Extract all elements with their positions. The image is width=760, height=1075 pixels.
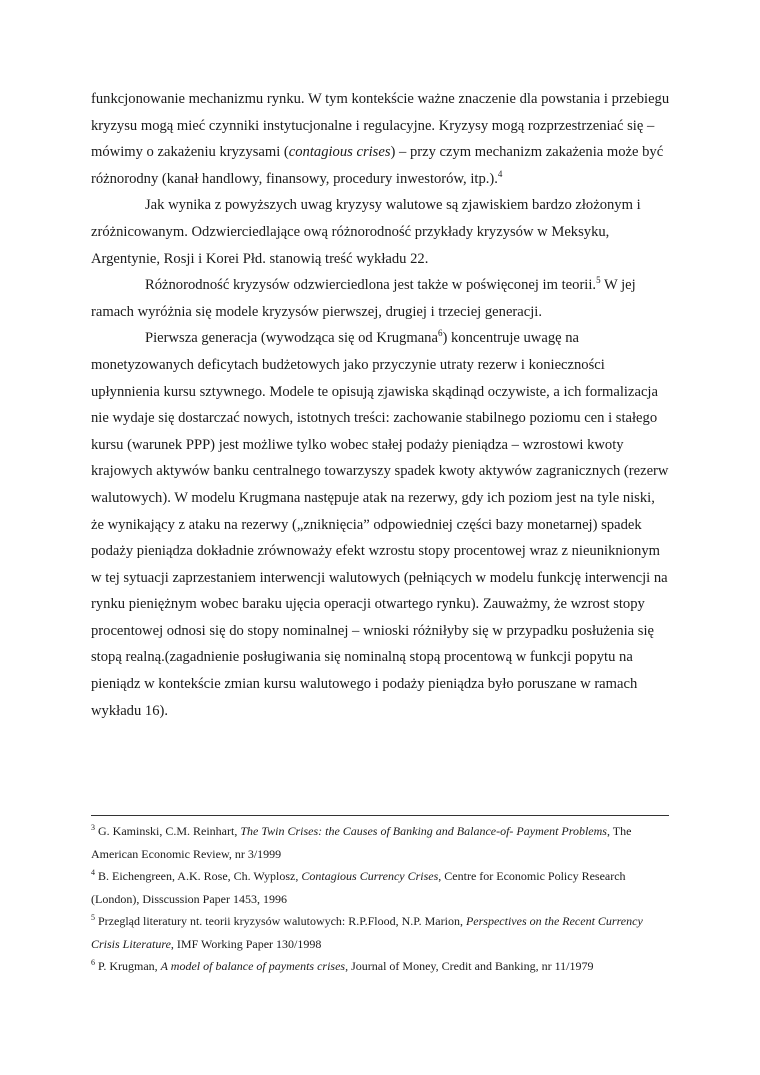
paragraph-text: Pierwsza generacja (wywodząca się od Krugmana [145, 330, 438, 347]
footnote-6 [91, 955, 669, 978]
footnote-number: 6 [91, 958, 95, 967]
italic-term: contagious crises [288, 144, 391, 161]
footnote-title: Perspectives on the Recent Currency Crisis Literature [91, 914, 643, 951]
footnote-ref: 4 [497, 168, 503, 179]
paragraph-text: ) – przy czym mechanizm zakażenia może być różnorodny (kanał handlowy, finansowy, procedury inwestorów, itp.). [91, 144, 664, 187]
paragraph-text: W jej ramach wyróżnia się modele kryzysów pierwszej, drugiej i trzeciej generacji. [91, 277, 636, 320]
footnote-text: Przegląd literatury nt. teorii kryzysów walutowych: R.P.Flood, N.P. Marion, [95, 914, 466, 928]
footnote-number: 5 [91, 913, 95, 922]
footnote-number: 4 [91, 868, 95, 877]
footnote-title: The Twin Crises: the Causes of Banking and Balance-of- Payment Problems [240, 824, 607, 838]
footnote-ref: 6 [437, 328, 443, 339]
footnote-text: , Centre for Economic Policy Research (London), Disscussion Paper 1453, 1996 [91, 869, 626, 906]
document-body [91, 86, 671, 724]
footnote-separator [91, 815, 669, 816]
paragraph-contagion [91, 86, 671, 192]
footnote-text: , The American Economic Review, nr 3/1999 [91, 824, 632, 861]
footnotes [91, 820, 669, 978]
paragraph-theory [91, 272, 671, 325]
paragraph-text: Różnorodność kryzysów odzwierciedlona jest także w poświęconej im teorii. [145, 277, 597, 294]
paragraph-text: funkcjonowanie mechanizmu rynku. W tym kontekście ważne znaczenie dla powstania i przebiegu kryzysu mogą mieć czynniki instytucjonalne i regulacyjne. Kryzysy mogą rozprzestrzeniać się – mówimy o zakażeniu kryzysami ( [91, 91, 670, 161]
footnote-4 [91, 865, 669, 910]
footnote-text: B. Eichengreen, A.K. Rose, Ch. Wyplosz, [95, 869, 302, 883]
paragraph-complexity: Jak wynika z powyższych uwag kryzysy walutowe są zjawiskiem bardzo złożonym i zróżnicowanym. Odzwierciedlające ową różnorodność przykłady kryzysów w Meksyku, Argentynie, Rosji i Korei Płd. stanowią treść wykładu 22. [91, 197, 641, 267]
footnote-title: Contagious Currency Crises [301, 869, 439, 883]
footnote-number: 3 [91, 823, 95, 832]
paragraph-text: ) koncentruje uwagę na monetyzowanych deficytach budżetowych jako przyczynie utraty rezerw i konieczności upłynnienia kursu sztywnego. Modele te opisują zjawiska skądinąd oczywiste, a ich formalizacja nie wydaje się dostarczać nowych, istotnych treści: zachowanie stabilnego poziomu cen i stałego kursu (warunek PPP) jest możliwe tylko wobec stałej podaży pieniądza – wzrostowi kwoty krajowych aktywów banku centralnego towarzyszy spadek kwoty aktywów zagranicznych (rezerw walutowych). W modelu Krugmana następuje atak na rezerwy, gdy ich poziom jest na tyle niski, że wynikający z ataku na rezerwy („zniknięcia” odpowiedniej części bazy monetarnej) spadek podaży pieniądza dokładnie zrównoważy efekt wzrostu stopy procentowej wraz z nieuniknionym w tej sytuacji zaprzestaniem interwencji walutowych (pełniących w modelu funkcję interwencji na rynku pieniężnym wobec baraku ujęcia operacji otwartego rynku). Zauważmy, że wzrost stopy procentowej odnosi się do stopy nominalnej – wnioski różniłyby się w przypadku posłużenia się stopą realną.(zagadnienie posługiwania się nominalną stopą procentową w funkcji popytu na pieniądz w kontekście zmian kursu walutowego i podaży pieniądza było poruszane w ramach wykładu 16). [91, 330, 669, 719]
footnote-ref: 5 [596, 275, 601, 286]
footnote-5 [91, 910, 669, 955]
footnote-text: , Journal of Money, Credit and Banking, nr 11/1979 [345, 959, 594, 973]
footnote-text: G. Kaminski, C.M. Reinhart, [95, 824, 241, 838]
footnote-3 [91, 820, 669, 865]
footnote-text: , IMF Working Paper 130/1998 [170, 936, 322, 951]
footnote-text: P. Krugman, [95, 959, 161, 973]
paragraph-first-generation [91, 325, 671, 724]
footnote-title: A model of balance of payments crises [160, 959, 346, 973]
